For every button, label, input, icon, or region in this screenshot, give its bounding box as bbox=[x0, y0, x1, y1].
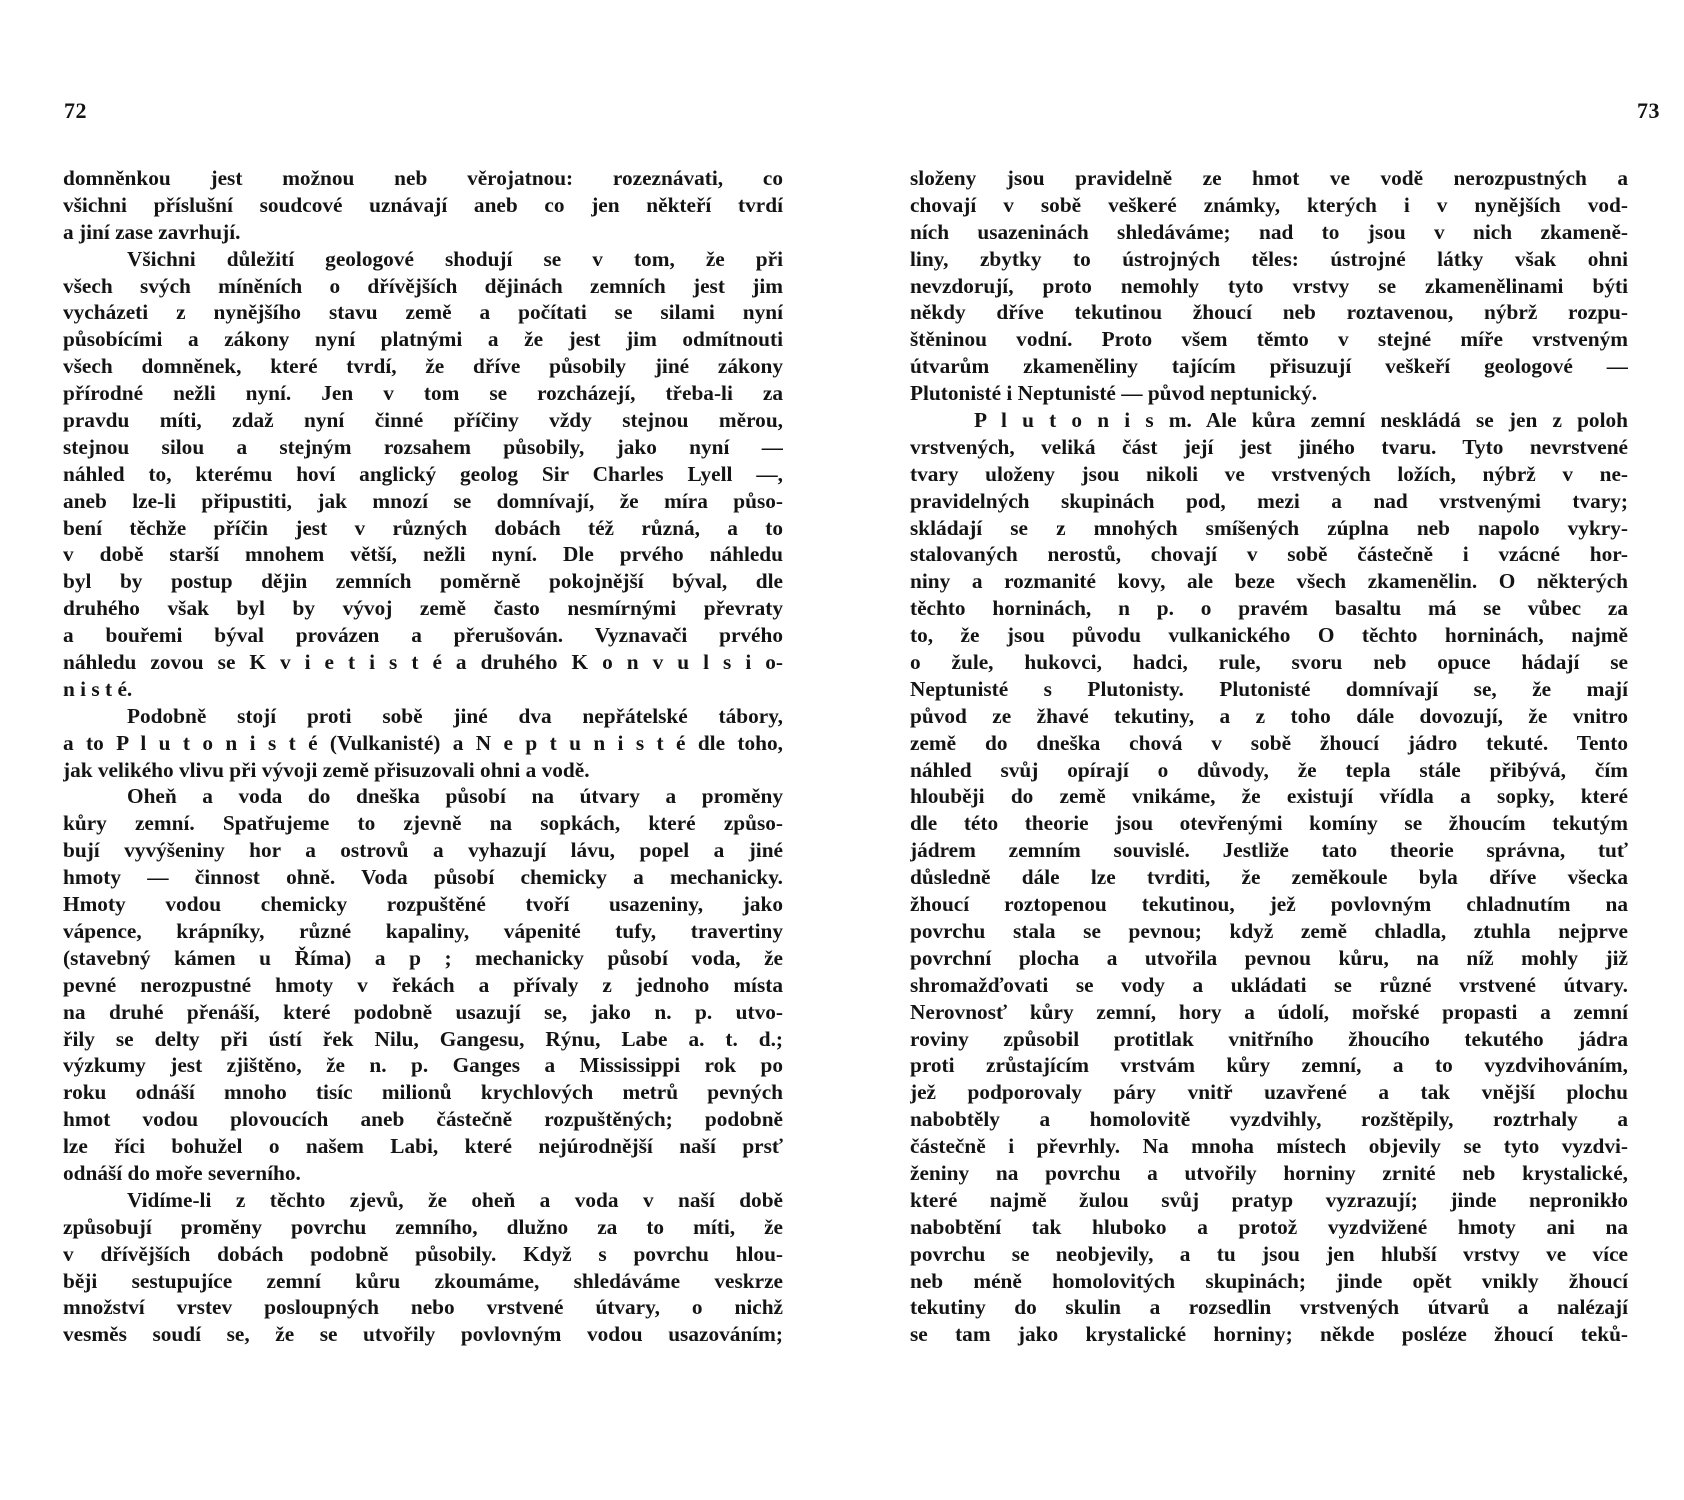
text-line: dle této theorie jsou otevřenými komíny se žhoucím tekutým bbox=[910, 811, 1628, 836]
text-line: běji sestupujíce zemní kůru zkoumáme, shledáváme veskrze bbox=[63, 1268, 783, 1293]
text-line: roku odnáší mnoho tisíc milionů krychlových metrů pevných bbox=[63, 1080, 783, 1105]
text-line: Oheň a voda do dneška působí na útvary a proměny bbox=[127, 784, 783, 809]
text-line: stejnou silou a stejným rozsahem působily, jako nyní — bbox=[63, 434, 783, 459]
text-line: P l u t o n i s m. Ale kůra zemní neskládá se jen z poloh bbox=[974, 408, 1628, 433]
text-line: složeny jsou pravidelně ze hmot ve vodě nerozpustných a bbox=[910, 166, 1628, 190]
text-line: způsobují proměny povrchu zemního, dlužno za to míti, že bbox=[63, 1214, 783, 1239]
text-line: částečně i převrhly. Na mnoha místech objevily se tyto vyzdvi- bbox=[910, 1134, 1628, 1159]
text-line: důsledně dále lze tvrditi, že zeměkoule byla dříve všecka bbox=[910, 865, 1628, 890]
text-line: se tam jako krystalické horniny; někde posléze žhoucí teků- bbox=[910, 1322, 1628, 1347]
text-line: ženiny na povrchu a utvořily horniny zrnité neb krystalické, bbox=[910, 1160, 1628, 1185]
text-line: neb méně homolovitých skupinách; jinde opět vnikly žhoucí bbox=[910, 1268, 1628, 1293]
text-line: na druhé přenáší, které podobně usazují se, jako n. p. utvo- bbox=[63, 999, 783, 1024]
text-line: chovají v sobě veškeré známky, kterých i v nynějších vod- bbox=[910, 192, 1628, 217]
text-line: původ ze žhavé tekutiny, a z toho dále dovozují, že vnitro bbox=[910, 703, 1628, 728]
text-line: a to P l u t o n i s t é (Vulkanisté) a N e p t u n i s t é dle toho, bbox=[63, 730, 783, 755]
text-line: povrchní plocha a utvořila pevnou kůru, na níž mohly již bbox=[910, 945, 1628, 970]
text-line: přírodné nežli nyní. Jen v tom se rozcházejí, třeba-li za bbox=[63, 381, 783, 406]
text-line: vrstvených, veliká část její jest jiného tvaru. Tyto nevrstvené bbox=[910, 434, 1628, 459]
text-line: někdy dříve tekutinou žhoucí neb roztavenou, nýbrž rozpu- bbox=[910, 300, 1628, 325]
text-line: shromažďovati se vody a ukládati se různé vrstvené útvary. bbox=[910, 972, 1628, 997]
text-line: odnáší do moře severního. bbox=[63, 1160, 301, 1185]
text-line: n i s t é. bbox=[63, 676, 133, 701]
text-line: stalovaných nerostů, chovají v sobě částečně i vzácné hor- bbox=[910, 542, 1628, 567]
text-line: ních usazeninách shledáváme; nad to jsou v nich zkameně- bbox=[910, 219, 1628, 244]
text-line: žhoucí roztopenou tekutinou, jež povlovným chladnutím na bbox=[910, 892, 1628, 917]
text-line: tekutiny do skulin a rozsedlin vrstvených útvarů a nalézají bbox=[910, 1295, 1628, 1320]
text-line: řily se delty při ústí řek Nilu, Gangesu, Rýnu, Labe a. t. d.; bbox=[63, 1026, 783, 1051]
text-line: náhledu zovou se K v i e t i s t é a druhého K o n v u l s i o- bbox=[63, 650, 783, 675]
text-line: hmoty — činnost ohně. Voda působí chemicky a mechanicky. bbox=[63, 865, 783, 890]
text-line: byl by postup dějin zemních poměrně pokojnější býval, dle bbox=[63, 569, 783, 594]
text-line: bení těchže příčin jest v různých dobách též různá, a to bbox=[63, 515, 783, 540]
text-line: Vidíme-li z těchto zjevů, že oheň a voda v naší době bbox=[127, 1187, 783, 1212]
text-line: proti zrůstajícím vrstvám kůry zemní, a to vyzdvihováním, bbox=[910, 1053, 1628, 1078]
text-line: které najmě žulou svůj pratyp vyzrazují; jinde nepronikło bbox=[910, 1187, 1628, 1212]
text-line: vápence, krápníky, různé kapaliny, vápenité tufy, travertiny bbox=[63, 918, 783, 943]
text-line: útvarům zkameněliny tajícím přisuzují veškeří geologové — bbox=[910, 354, 1628, 379]
text-line: náhled svůj opírají o důvody, že tepla stále přibývá, čím bbox=[910, 757, 1628, 782]
text-line: o žule, hukovci, hadci, rule, svoru neb opuce hádají se bbox=[910, 650, 1628, 675]
text-line: pevné nerozpustné hmoty v řekách a přívaly z jednoho místa bbox=[63, 972, 783, 997]
text-line: domněnkou jest možnou neb věrojatnou: rozeznávati, co bbox=[63, 166, 783, 190]
text-line: liny, zbytky to ústrojných těles: ústrojné látky však ohni bbox=[910, 246, 1628, 271]
text-line: nabobtění tak hluboko a protož vyzdvižené hmoty ani na bbox=[910, 1214, 1628, 1239]
text-line: jak velikého vlivu při vývoji země přisuzovali ohni a vodě. bbox=[63, 757, 590, 782]
text-line: množství vrstev posloupných nebo vrstvené útvary, o nichž bbox=[63, 1295, 783, 1320]
body-text bbox=[910, 165, 1628, 1348]
text-line: v dřívějších dobách podobně působily. Když s povrchu hlou- bbox=[63, 1241, 783, 1266]
text-line: jež podporovaly páry vnitř uzavřené a tak vnější plochu bbox=[910, 1080, 1628, 1105]
text-line: nevzdorují, proto nemohly tyto vrstvy se zkamenělinami býti bbox=[910, 273, 1628, 298]
text-line: jádrem zemním souvislé. Jestliže tato theorie správna, tuť bbox=[910, 838, 1628, 863]
right-page bbox=[842, 0, 1684, 1500]
text-line: aneb lze-li připustiti, jak mnozí se domnívají, že míra půso- bbox=[63, 488, 783, 513]
text-line: pravidelných skupinách pod, mezi a nad vrstvenými tvary; bbox=[910, 488, 1628, 513]
text-line: bují vyvýšeniny hor a ostrovů a vyhazují lávu, popel a jiné bbox=[63, 838, 783, 863]
text-line: (stavebný kámen u Říma) a p ; mechanicky působí voda, že bbox=[63, 945, 783, 970]
text-line: tvary uloženy jsou nikoli ve vrstvených ložích, nýbrž v ne- bbox=[910, 461, 1628, 486]
text-line: země do dneška chová v sobě žhoucí jádro tekuté. Tento bbox=[910, 730, 1628, 755]
text-line: niny a rozmanité kovy, ale beze všech zkamenělin. O některých bbox=[910, 569, 1628, 594]
text-line: Hmoty vodou chemicky rozpuštěné tvoří usazeniny, jako bbox=[63, 892, 783, 917]
text-line: těchto horninách, n p. o pravém basaltu má se vůbec za bbox=[910, 596, 1628, 621]
text-line: všech domněnek, které tvrdí, že dříve působily jiné zákony bbox=[63, 354, 783, 379]
text-line: štěninou vodní. Proto všem těmto v stejné míře vrstveným bbox=[910, 327, 1628, 352]
text-line: a jiní zase zavrhují. bbox=[63, 219, 241, 244]
text-line: vesměs soudí se, že se utvořily povlovným vodou usazováním; bbox=[63, 1322, 783, 1347]
text-line: to, že jsou původu vulkanického O těchto horninách, najmě bbox=[910, 623, 1628, 648]
text-line: vycházeti z nynějšího stavu země a počítati se silami nyní bbox=[63, 300, 783, 325]
text-line: povrchu se neobjevily, a tu jsou jen hlubší vrstvy ve více bbox=[910, 1241, 1628, 1266]
text-line: Plutonisté i Neptunisté — původ neptunický. bbox=[910, 381, 1318, 406]
page-number: 72 bbox=[64, 98, 87, 123]
text-line: Nerovnosť kůry zemní, hory a údolí, mořské propasti a zemní bbox=[910, 999, 1628, 1024]
text-line: náhled to, kterému hoví anglický geolog Sir Charles Lyell —, bbox=[63, 461, 783, 486]
text-line: všech svých míněních o dřívějších dějinách zemních jest jim bbox=[63, 273, 783, 298]
text-line: Podobně stojí proti sobě jiné dva nepřátelské tábory, bbox=[127, 703, 783, 728]
text-line: hmot vodou plovoucích aneb částečně rozpuštěných; podobně bbox=[63, 1107, 783, 1132]
text-line: Neptunisté s Plutonisty. Plutonisté domnívají se, že mají bbox=[910, 676, 1628, 701]
body-text bbox=[63, 165, 783, 1348]
text-line: kůry zemní. Spatřujeme to zjevně na sopkách, které způso- bbox=[63, 811, 783, 836]
text-line: pravdu míti, zdaž nyní činné příčiny vždy stejnou měrou, bbox=[63, 408, 783, 433]
text-line: Všichni důležití geologové shodují se v tom, že při bbox=[127, 246, 783, 271]
text-line: hlouběji do země vnikáme, že existují vřídla a sopky, které bbox=[910, 784, 1628, 809]
text-line: druhého však byl by vývoj země často nesmírnými převraty bbox=[63, 596, 783, 621]
text-line: a bouřemi býval provázen a přerušován. Vyznavači prvého bbox=[63, 623, 783, 648]
text-line: roviny způsobil protitlak vnitřního žhoucího tekutého jádra bbox=[910, 1026, 1628, 1051]
text-line: nabobtěly a homolovitě vyzdvihly, rozštěpily, roztrhaly a bbox=[910, 1107, 1628, 1132]
text-line: výzkumy jest zjištěno, že n. p. Ganges a Mississippi rok po bbox=[63, 1053, 783, 1078]
page-number: 73 bbox=[1637, 98, 1660, 123]
text-line: skládají se z mnohých smíšených zúplna neb napolo vykry- bbox=[910, 515, 1628, 540]
text-line: v době starší mnohem větší, nežli nyní. Dle prvého náhledu bbox=[63, 542, 783, 567]
text-line: povrchu stala se pevnou; když země chladla, ztuhla nejprve bbox=[910, 918, 1628, 943]
text-line: lze říci bohužel o našem Labi, které nejúrodnější naší prsť bbox=[63, 1134, 783, 1159]
text-line: působícími a zákony nyní platnými a že jest jim odmítnouti bbox=[63, 327, 783, 352]
text-line: všichni příslušní soudcové uznávají aneb co jen někteří tvrdí bbox=[63, 192, 783, 217]
